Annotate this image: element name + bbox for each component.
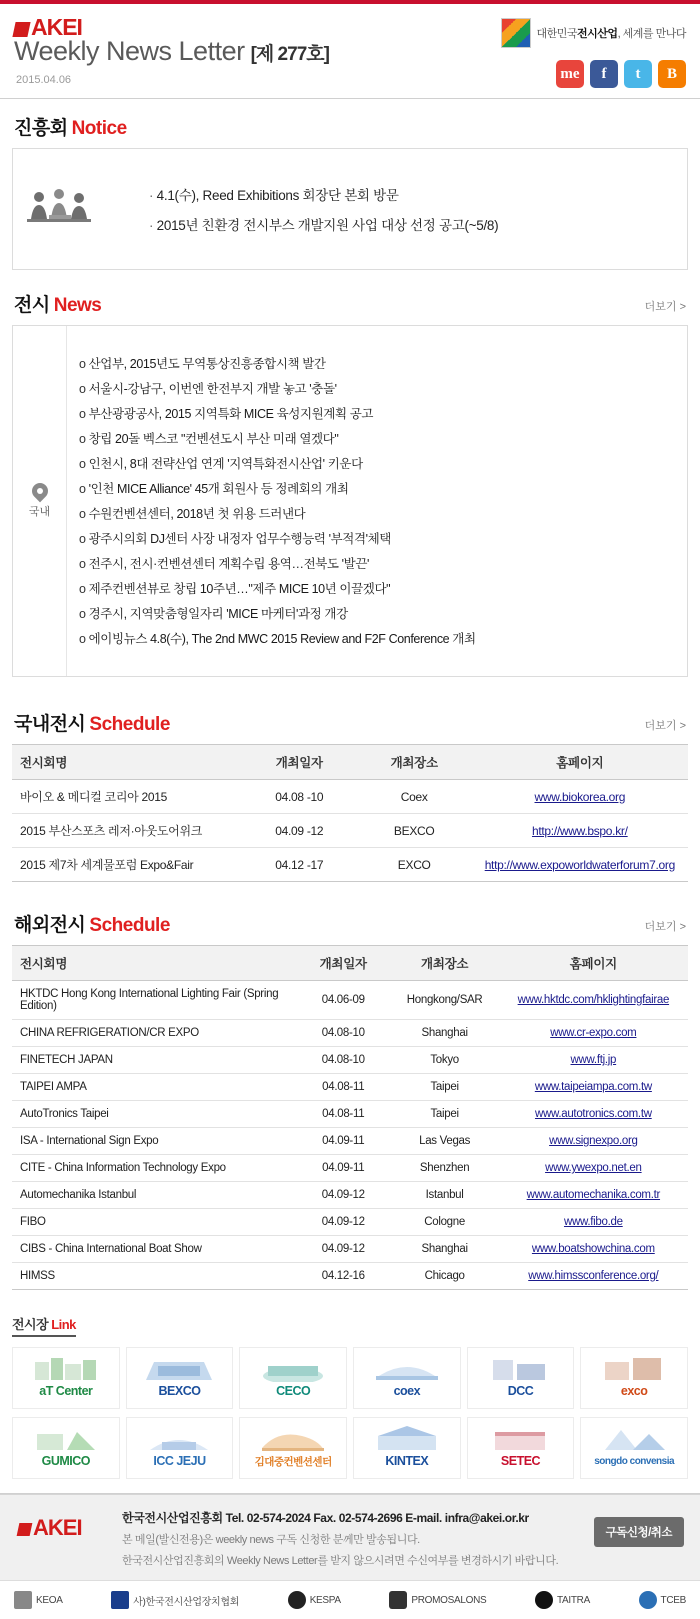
footer-logo-text: AKEI [33,1515,82,1540]
venue-name: KINTEX [385,1454,429,1468]
cell-name: FINETECH JAPAN [12,1047,296,1074]
homepage-link[interactable]: http://www.expoworldwaterforum7.org [484,857,675,872]
partner-name: 사)한국전시산업장치협회 [133,1596,240,1608]
col-exhibition-name: 전시회명 [12,946,296,981]
news-title-ko: 전시 [14,295,50,316]
subscribe-unsubscribe-button[interactable]: 구독신청/취소 [594,1517,684,1547]
cell-homepage [499,1182,688,1209]
akei-logo-mark [12,22,30,37]
cell-place: BEXCO [357,814,472,848]
table-row [12,1128,688,1155]
cell-homepage [499,1209,688,1236]
cell-name: AutoTronics Taipei [12,1101,296,1128]
table-row [12,1155,688,1182]
venue-link-ceco[interactable] [239,1347,347,1409]
overseas-schedule-table [12,945,688,1290]
partner-logos [0,1580,700,1619]
spacer [0,681,700,695]
domestic-title [14,709,170,736]
col-place: 개최장소 [357,745,472,780]
homepage-link[interactable]: www.autotronics.com.tw [534,1108,652,1120]
cell-date: 04.12 -17 [242,848,357,882]
building-icon [485,1354,555,1382]
korea-exhibition-badge [501,18,686,48]
cell-date: 04.08-11 [296,1074,391,1101]
domestic-title-ko: 국내전시 [14,714,86,735]
list-item[interactable]: ο 수원컨벤션센터, 2018년 첫 위용 드러낸다 [79,500,677,525]
footer-note-1: 본 메일(발신전용)은 weekly news 구독 신청한 분께만 발송됩니다. [122,1534,420,1546]
cell-homepage [499,1128,688,1155]
venue-name: CECO [276,1384,311,1398]
cell-name: HIMSS [12,1263,296,1290]
cell-date: 04.06-09 [296,981,391,1020]
news-section [0,276,700,677]
cell-name: 2015 제7차 세계물포럼 Expo&Fair [12,848,242,882]
table-row [12,1182,688,1209]
cell-name: CHINA REFRIGERATION/CR EXPO [12,1020,296,1047]
notice-title-ko: 진흥회 [14,118,68,139]
overseas-header [12,896,688,945]
cell-name: Automechanika Istanbul [12,1182,296,1209]
notice-item[interactable]: · 4.1(수), Reed Exhibitions 회장단 본회 방문 [149,179,677,209]
overseas-more-link[interactable]: 더보기 > [644,921,686,933]
cell-place: Coex [357,780,472,814]
cell-place: EXCO [357,848,472,882]
badge-pre: 대한민국 [536,28,578,40]
table-header-row [12,946,688,981]
building-icon [485,1424,555,1452]
cell-place: Shenzhen [391,1155,499,1182]
cell-date: 04.09-11 [296,1128,391,1155]
table-header-row [12,745,688,780]
cell-homepage [499,1101,688,1128]
building-icon [372,1354,442,1382]
cell-date: 04.08-10 [296,1020,391,1047]
cell-date: 04.09 -12 [242,814,357,848]
taitra-logo-icon [535,1591,553,1609]
homepage-link[interactable]: www.hktdc.com/hklightingfairae [517,994,670,1006]
homepage-link[interactable]: www.fibo.de [563,1216,623,1228]
table-row [12,780,688,814]
akei-logo-text: AKEI [31,14,82,40]
notice-title [14,113,127,140]
list-item[interactable]: ο 에이빙뉴스 4.8(수), The 2nd MWC 2015 Review and F2F Conference 개최 [79,625,677,650]
building-icon [599,1354,669,1382]
cell-homepage [499,1020,688,1047]
venue-link-coex[interactable] [353,1347,461,1409]
venue-link-dcc[interactable] [467,1347,575,1409]
overseas-schedule-section [0,896,700,1290]
cell-place: Shanghai [391,1236,499,1263]
partner-kespa[interactable] [288,1591,341,1609]
cell-date: 04.09-12 [296,1209,391,1236]
list-item[interactable]: ο 광주시의회 DJ센터 사장 내정자 업무수행능력 '부적격'체택 [79,525,677,550]
footer-logo-mark [17,1523,33,1536]
venue-link-kintex[interactable] [353,1417,461,1479]
badge-post: , 세계를 만나다 [617,28,686,40]
cell-name: CIBS - China International Boat Show [12,1236,296,1263]
venue-name: aT Center [39,1384,93,1398]
partner-promosalons[interactable] [389,1591,486,1609]
cell-date: 04.08-11 [296,1101,391,1128]
cell-date: 04.08-10 [296,1047,391,1074]
spacer [0,1290,700,1304]
homepage-link[interactable]: www.taipeiampa.com.tw [534,1081,652,1093]
page-header [0,0,700,98]
location-pin-icon [28,480,51,503]
list-item[interactable]: ο 경주시, 지역맞춤형일자리 'MICE 마케터'과정 개강 [79,600,677,625]
table-row [12,1020,688,1047]
list-item[interactable]: ο 부산광광공사, 2015 지역특화 MICE 육성지원계획 공고 [79,400,677,425]
badge-bold: 전시산업 [577,28,618,40]
cell-date: 04.12-16 [296,1263,391,1290]
partner-name: PROMOSALONS [411,1594,487,1606]
partner-name: TAITRA [556,1594,590,1606]
facebook-icon[interactable]: f [590,60,618,88]
cell-homepage [499,1236,688,1263]
news-domestic-label [13,326,67,676]
cell-name: 2015 부산스포츠 레저·아웃도어위크 [12,814,242,848]
notice-section [0,99,700,270]
venue-link-songdo-convensia[interactable] [580,1417,688,1479]
list-item[interactable]: ο 제주컨벤션뷰로 창립 10주년…"제주 MICE 10년 이끌겠다" [79,575,677,600]
news-more-link[interactable]: 더보기 > [644,301,686,313]
building-icon [258,1354,328,1382]
table-row [12,1209,688,1236]
domestic-header [12,695,688,744]
venue-name: ICC JEJU [153,1454,206,1468]
cell-date: 04.09-11 [296,1155,391,1182]
venue-name: 김대중컨벤션센터 [254,1455,332,1468]
news-title-en: News [53,295,102,316]
cell-name: 바이오 & 메디컬 코리아 2015 [12,780,242,814]
venue-link-at-center[interactable] [12,1347,120,1409]
cell-name: FIBO [12,1209,296,1236]
cell-name: CITE - China Information Technology Expo [12,1155,296,1182]
newsletter-body [0,98,700,1494]
partner-name: KEOA [36,1594,63,1606]
table-row [12,1047,688,1074]
table-row [12,1101,688,1128]
cell-place: Las Vegas [391,1128,499,1155]
overseas-title [14,910,170,937]
venue-links-title-en: Link [51,1317,76,1332]
table-row [12,981,688,1020]
col-homepage: 홈페이지 [499,946,688,981]
list-item[interactable]: ο 전주시, 전시·컨벤션센터 계획수립 용역…전북도 '발끈' [79,550,677,575]
keoa-logo-icon [14,1591,32,1609]
list-item[interactable]: ο 서울시-강남구, 이번엔 한전부지 개발 놓고 '충돌' [79,375,677,400]
cell-date: 04.09-12 [296,1236,391,1263]
blogger-icon[interactable]: B [658,60,686,88]
promosalons-logo-icon [389,1591,407,1609]
partner-tceb[interactable] [639,1591,686,1609]
cell-homepage [472,814,688,848]
page-title-text: Weekly News Letter [14,36,245,66]
cell-date: 04.09-12 [296,1182,391,1209]
meeting-people-icon [23,183,95,235]
notice-box [12,148,688,270]
page-footer [0,1494,700,1580]
building-icon [372,1424,442,1452]
col-homepage: 홈페이지 [472,745,688,780]
table-row [12,1236,688,1263]
homepage-link[interactable]: www.biokorea.org [534,789,626,804]
news-list [67,342,687,660]
notice-title-en: Notice [71,118,127,139]
kespa-logo-icon [288,1591,306,1609]
cell-name: ISA - International Sign Expo [12,1128,296,1155]
news-header [12,276,688,325]
issue-number: [제 277호] [250,44,329,65]
col-date: 개최일자 [296,946,391,981]
table-row [12,848,688,882]
list-item[interactable]: ο 산업부, 2015년도 무역통상진흥종합시책 발간 [79,350,677,375]
cell-place: Chicago [391,1263,499,1290]
notice-header [12,99,688,148]
homepage-link[interactable]: www.cr-expo.com [550,1027,637,1039]
tceb-logo-icon [639,1591,657,1609]
venue-name: coex [393,1384,421,1398]
venue-name: songdo convensia [594,1455,675,1467]
footer-contact-line: 한국전시산업진흥회 Tel. 02-574-2024 Fax. 02-574-2696 E-mail. infra@akei.or.kr [122,1511,529,1525]
cell-homepage [499,1074,688,1101]
building-icon [599,1424,669,1452]
partner-keoa[interactable] [14,1591,63,1609]
cell-place: Cologne [391,1209,499,1236]
partner-name: KESPA [309,1594,341,1606]
venue-link-setec[interactable] [467,1417,575,1479]
col-date: 개최일자 [242,745,357,780]
homepage-link[interactable]: www.himssconference.org/ [528,1270,659,1282]
twitter-icon[interactable]: t [624,60,652,88]
table-row [12,1074,688,1101]
keda-logo-icon [111,1591,129,1609]
homepage-link[interactable]: www.automechanika.com.tr [526,1189,661,1201]
domestic-more-link[interactable]: 더보기 > [644,720,686,732]
venue-link-bexco[interactable] [126,1347,234,1409]
venue-logo-grid [12,1347,688,1479]
partner-name: TCEB [660,1594,686,1606]
partner-taitra[interactable] [535,1591,590,1609]
domestic-title-en: Schedule [89,714,170,735]
venue-link-kdj-center[interactable] [239,1417,347,1479]
venue-name: SETEC [500,1454,541,1468]
cell-place: Taipei [391,1101,499,1128]
notice-item[interactable]: · 2015년 친환경 전시부스 개발지원 사업 대상 선정 공고(~5/8) [149,209,677,239]
page-title [14,36,329,67]
list-item[interactable]: ο 창립 20돌 벡스코 "컨벤션도시 부산 미래 열겠다" [79,425,677,450]
domestic-schedule-section [0,695,700,882]
spacer [0,882,700,896]
news-title [14,290,101,317]
cell-place: Istanbul [391,1182,499,1209]
cell-date: 04.08 -10 [242,780,357,814]
cell-homepage [499,1047,688,1074]
homepage-link[interactable]: www.signexpo.org [549,1135,638,1147]
footer-akei-logo [18,1515,82,1541]
venue-name: BEXCO [158,1384,201,1398]
footer-note-2: 한국전시산업진흥회의 Weekly News Letter를 받지 않으시려면 수신여부를 변경하시기 바랍니다. [122,1555,559,1567]
list-item[interactable]: ο 인천시, 8대 전략산업 연계 '지역특화전시산업' 키운다 [79,450,677,475]
venue-link-icc-jeju[interactable] [126,1417,234,1479]
homepage-link[interactable]: www.boatshowchina.com [531,1243,655,1255]
list-item[interactable]: ο '인천 MICE Alliance' 45개 회원사 등 정례회의 개최 [79,475,677,500]
building-icon [31,1424,101,1452]
table-row [12,1263,688,1290]
venue-links-title [12,1314,76,1337]
venue-links-title-ko: 전시장 [12,1317,49,1332]
partner-keda[interactable] [111,1591,239,1609]
domestic-schedule-table [12,744,688,882]
cell-place: Shanghai [391,1020,499,1047]
venue-link-gumico[interactable] [12,1417,120,1479]
cell-homepage [499,1263,688,1290]
cell-homepage [499,1155,688,1182]
korea-badge-icon [501,18,531,48]
building-icon [31,1354,101,1382]
notice-list [109,179,677,239]
venue-name: exco [620,1384,648,1398]
col-place: 개최장소 [391,946,499,981]
issue-date: 2015.04.06 [16,74,72,86]
overseas-title-en: Schedule [89,915,170,936]
venue-links-section [0,1304,700,1493]
cell-name: HKTDC Hong Kong International Lighting Fair (Spring Edition) [12,981,296,1020]
cell-name: TAIPEI AMPA [12,1074,296,1101]
venue-link-exco[interactable] [580,1347,688,1409]
korea-badge-text [537,25,686,41]
homepage-link[interactable]: http://www.bspo.kr/ [531,823,628,838]
building-icon [258,1424,328,1452]
venue-name: DCC [507,1384,534,1398]
cell-homepage [472,780,688,814]
col-exhibition-name: 전시회명 [12,745,242,780]
cell-place: Taipei [391,1074,499,1101]
homepage-link[interactable]: www.ywexpo.net.en [545,1162,642,1174]
homepage-link[interactable]: www.ftj.jp [570,1054,617,1066]
building-icon [144,1424,214,1452]
overseas-title-ko: 해외전시 [14,915,86,936]
me2day-icon[interactable]: me [556,60,584,88]
venue-name: GUMICO [41,1454,91,1468]
building-icon [144,1354,214,1382]
news-box [12,325,688,677]
cell-place: Hongkong/SAR [391,981,499,1020]
social-links[interactable] [556,60,686,88]
cell-homepage [472,848,688,882]
cell-homepage [499,981,688,1020]
cell-place: Tokyo [391,1047,499,1074]
table-row [12,814,688,848]
news-side-label-text: 국내 [28,506,51,518]
